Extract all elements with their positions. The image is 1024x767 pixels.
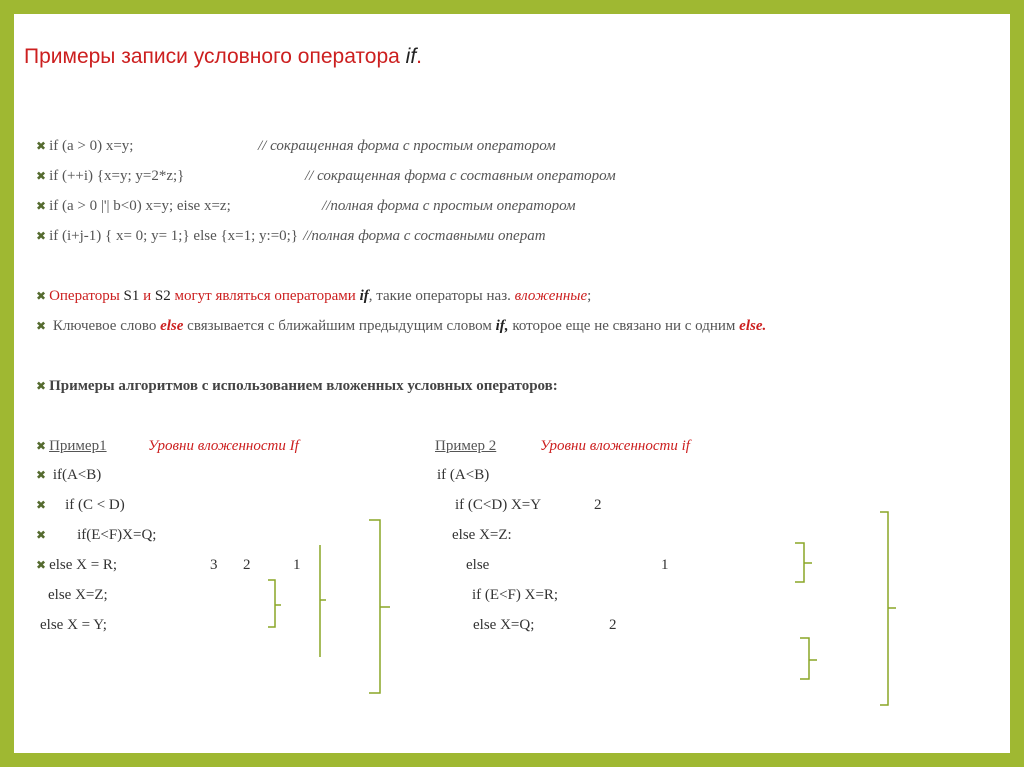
level-number: 1 — [293, 557, 301, 573]
rule-text: связывается с ближайшим предыдущим словом — [183, 318, 496, 334]
example2-label: Пример 2 — [435, 438, 497, 454]
example-comment: //полная форма с составными операт — [303, 228, 546, 244]
nested-term: вложенные — [514, 288, 588, 304]
example-comment: // сокращенная форма с простым оператором — [258, 138, 556, 154]
example-code: if (i+j-1) { x= 0; y= 1;} else {x=1; y:=0;} — [49, 228, 299, 244]
example2-line: if (C<D) X=Y — [455, 497, 542, 513]
level-number: 2 — [594, 497, 602, 513]
cross-bullet-icon: ✖ — [36, 169, 47, 183]
bracket-right-upper — [795, 543, 812, 582]
nested-text: ; — [587, 288, 592, 304]
cross-bullet-icon: ✖ — [36, 199, 47, 213]
level-number: 3 — [210, 557, 218, 573]
example1-line: else X = Y; — [40, 617, 107, 633]
title-period: . — [416, 45, 423, 68]
else-keyword: else — [160, 318, 184, 334]
level-number: 1 — [661, 557, 669, 573]
example1-label: Пример1 — [49, 438, 107, 454]
example-code: if (++i) {x=y; y=2*z;} — [49, 168, 185, 184]
nested-text: , такие операторы наз. — [368, 288, 515, 304]
if-keyword: if — [359, 288, 369, 304]
cross-bullet-icon: ✖ — [36, 439, 47, 453]
bracket-level-2 — [320, 545, 326, 657]
bracket-level-3 — [268, 580, 281, 627]
example-comment: //полная форма с простым оператором — [322, 198, 576, 214]
s2-label: S2 — [154, 288, 171, 304]
cross-bullet-icon: ✖ — [36, 558, 47, 572]
title-if: if — [405, 45, 417, 68]
code-text: if(E<F)X=Q; — [77, 527, 157, 543]
cross-bullet-icon: ✖ — [36, 229, 47, 243]
example2-line: else — [466, 557, 490, 573]
else-keyword: else. — [739, 318, 767, 334]
bracket-level-1 — [369, 520, 390, 693]
cross-bullet-icon: ✖ — [36, 319, 47, 333]
bracket-right-large — [880, 512, 896, 705]
cross-bullet-icon: ✖ — [36, 468, 47, 482]
bracket-right-lower — [800, 638, 817, 679]
cross-bullet-icon: ✖ — [36, 498, 47, 512]
rule-text: Ключевое слово — [52, 318, 161, 334]
example2-line: else X=Z: — [452, 527, 512, 543]
cross-bullet-icon: ✖ — [36, 528, 47, 542]
example2-line: else X=Q; — [473, 617, 535, 633]
nested-text: Операторы — [49, 288, 124, 304]
code-text: else X = R; — [49, 557, 118, 573]
rule-text: которое еще не связано ни с одним — [508, 318, 740, 334]
cross-bullet-icon: ✖ — [36, 379, 47, 393]
if-keyword: if, — [495, 318, 509, 334]
algorithms-header-text: Примеры алгоритмов с использованием вложенных условных операторов: — [49, 378, 558, 394]
level-number: 2 — [609, 617, 617, 633]
code-text: if(A<B) — [52, 467, 102, 483]
example1-line: else X=Z; — [48, 587, 108, 603]
cross-bullet-icon: ✖ — [36, 289, 47, 303]
nested-text: и — [139, 288, 155, 304]
title-text: Примеры записи условного оператора — [24, 45, 406, 68]
code-text: if (C < D) — [65, 497, 125, 513]
example2-levels: Уровни вложенности if — [540, 438, 690, 454]
example-comment: // сокращенная форма с составным оператором — [305, 168, 616, 184]
s1-label: S1 — [123, 288, 140, 304]
example2-line: if (A<B) — [437, 467, 490, 483]
example-code: if (a > 0 |'| b<0) x=y; eise x=z; — [49, 198, 231, 214]
cross-bullet-icon: ✖ — [36, 139, 47, 153]
example1-levels: Уровни вложенности If — [148, 438, 299, 454]
nested-text: могут являться операторами — [170, 288, 360, 304]
example2-line: if (E<F) X=R; — [472, 587, 559, 603]
level-number: 2 — [243, 557, 251, 573]
example-code: if (a > 0) x=y; — [49, 138, 134, 154]
